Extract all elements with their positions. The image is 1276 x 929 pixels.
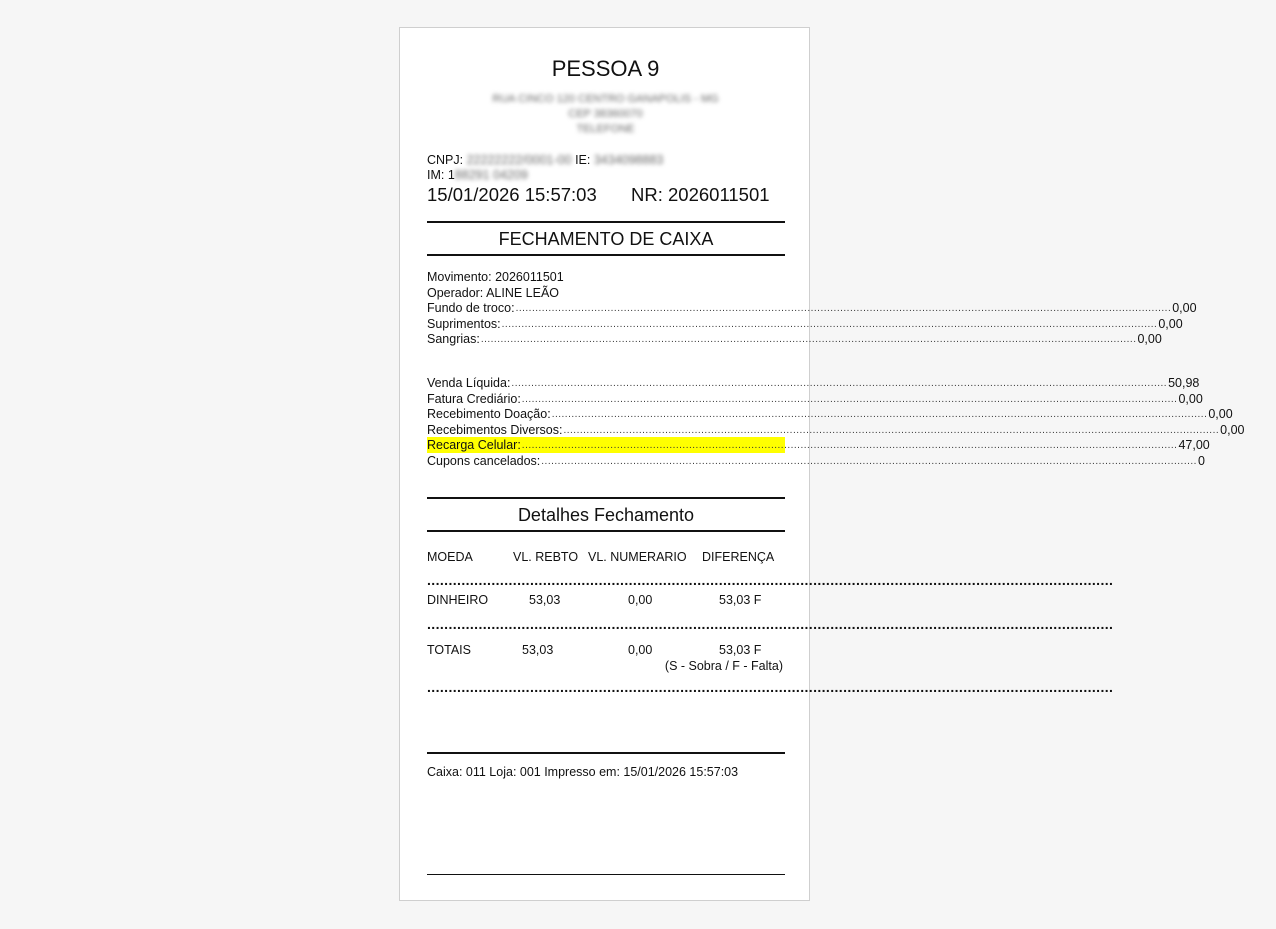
- dot-leader: ........................................................................................................................................................................................................: [480, 334, 1137, 345]
- kv-value: 50,98: [1168, 376, 1200, 390]
- movimento: Movimento: 2026011501: [427, 270, 564, 284]
- dot-leader: ........................................................................................................................................................................................................: [515, 303, 1172, 314]
- dotted-separator: ................................................................................................................................................................: [427, 616, 1114, 632]
- kv-value: 47,00: [1178, 438, 1210, 452]
- kv-value: 0: [1197, 454, 1205, 468]
- kv-label: Recebimentos Diversos:: [427, 423, 563, 437]
- kv-value: 0,00: [1208, 407, 1233, 421]
- cnpj-value: 22222222/0001-00: [466, 153, 572, 167]
- kv-label: Fatura Crediário:: [427, 392, 521, 406]
- kv-row-fundo-de-troco: [427, 300, 1197, 316]
- kv-row-recarga-celular: [427, 437, 1210, 453]
- kv-value: 0,00: [1158, 317, 1183, 331]
- dotted-separator: ................................................................................................................................................................: [427, 679, 1114, 695]
- row-diferenca: 53,03 F: [719, 593, 762, 607]
- divider: [427, 497, 785, 499]
- col-header-vl-numerario: VL. NUMERARIO: [588, 550, 687, 564]
- ie-value: 3434098883: [593, 153, 664, 167]
- dot-leader: ........................................................................................................................................................................................................: [541, 456, 1197, 467]
- kv-value: 0,00: [1172, 301, 1197, 315]
- kv-row-fatura-crediario: [427, 391, 1203, 407]
- kv-label: Venda Líquida:: [427, 376, 511, 390]
- kv-row-recebimento-doacao: [427, 406, 1233, 422]
- diferenca-legend: (S - Sobra / F - Falta): [664, 659, 783, 673]
- address-line-2: CEP 38360070: [568, 108, 643, 120]
- footer-info: Caixa: 011 Loja: 001 Impresso em: 15/01/2026 15:57:03: [427, 765, 739, 779]
- dot-leader: ........................................................................................................................................................................................................: [501, 319, 1158, 330]
- detalhes-title: Detalhes Fechamento: [517, 505, 695, 525]
- kv-label: Fundo de troco:: [427, 301, 515, 315]
- kv-label: Cupons cancelados:: [427, 454, 541, 468]
- dot-leader: ........................................................................................................................................................................................................: [511, 378, 1168, 389]
- totals-vl-rebto: 53,03: [522, 643, 554, 657]
- kv-value: 0,00: [1178, 392, 1203, 406]
- address-line-3: TELEFONE: [576, 123, 635, 135]
- kv-label: Suprimentos:: [427, 317, 501, 331]
- kv-value: 0,00: [1137, 332, 1162, 346]
- kv-row-recebimentos-diversos: [427, 422, 1245, 438]
- divider: [427, 221, 785, 223]
- kv-row-cupons-cancelados: [427, 453, 1205, 469]
- nr-number: NR: 2026011501: [631, 184, 770, 205]
- col-header-moeda: MOEDA: [427, 550, 473, 564]
- dot-leader: ........................................................................................................................................................................................................: [563, 425, 1220, 436]
- row-moeda: DINHEIRO: [427, 593, 489, 607]
- kv-label: Recebimento Doação:: [427, 407, 551, 421]
- divider: [427, 752, 785, 754]
- cnpj-label: CNPJ:: [427, 153, 464, 167]
- divider: [427, 874, 785, 875]
- print-datetime: 15/01/2026 15:57:03: [427, 184, 597, 205]
- operador: Operador: ALINE LEÃO: [427, 286, 560, 300]
- row-vl-rebto: 53,03: [529, 593, 561, 607]
- im-label: IM: 1: [427, 168, 455, 182]
- im-line: [427, 168, 528, 183]
- im-value: 88291 04209: [454, 168, 528, 182]
- divider: [427, 530, 785, 532]
- col-header-vl-rebto: VL. REBTO: [513, 550, 579, 564]
- dot-leader: ........................................................................................................................................................................................................: [521, 394, 1178, 405]
- totals-diferenca: 53,03 F: [719, 643, 762, 657]
- divider: [427, 254, 785, 256]
- totals-vl-numerario: 0,00: [628, 643, 653, 657]
- store-name: PESSOA 9: [551, 56, 660, 81]
- kv-row-venda-liquida: [427, 375, 1200, 391]
- dot-leader: ........................................................................................................................................................................................................: [551, 409, 1208, 420]
- kv-row-suprimentos: [427, 316, 1183, 332]
- kv-value: 0,00: [1220, 423, 1245, 437]
- ie-label: IE:: [575, 153, 591, 167]
- col-header-diferenca: DIFERENÇA: [702, 550, 775, 564]
- dot-leader: ........................................................................................................................................................................................................: [521, 440, 1178, 451]
- cnpj-ie-line: [427, 153, 663, 168]
- row-vl-numerario: 0,00: [628, 593, 653, 607]
- fechamento-title: FECHAMENTO DE CAIXA: [498, 229, 714, 249]
- address-line-1: RUA CINCO 120 CENTRO GANAPOLIS - MG: [492, 93, 719, 105]
- kv-label: Sangrias:: [427, 332, 480, 346]
- receipt: [399, 27, 1245, 901]
- dotted-separator: ................................................................................................................................................................: [427, 572, 1114, 588]
- totals-label: TOTAIS: [427, 643, 471, 657]
- kv-label: Recarga Celular:: [427, 438, 521, 452]
- kv-row-sangrias: [427, 331, 1162, 347]
